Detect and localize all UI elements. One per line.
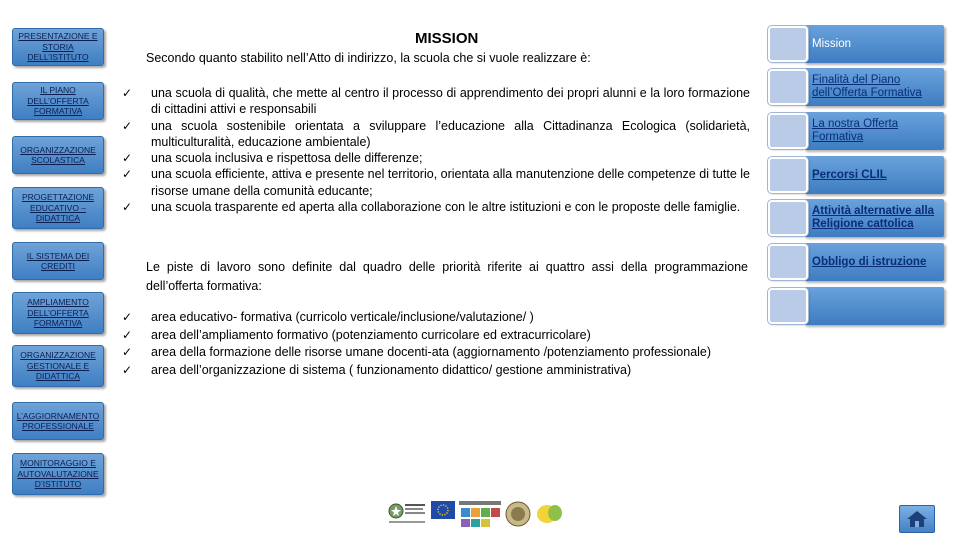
checkmark-icon: ✓ xyxy=(122,310,133,324)
right-nav-clil[interactable] xyxy=(768,156,948,198)
right-nav-tile[interactable] xyxy=(804,243,944,281)
checkmark-icon: ✓ xyxy=(122,327,133,342)
goal-text: una scuola efficiente, attiva e presente nel territorio, orientata alla manutenzione delle competenze di tutte le risorse umane della comunità educante; xyxy=(151,167,750,198)
right-nav-label: Obbligo di istruzione xyxy=(812,255,927,268)
list-item xyxy=(122,166,750,199)
list-item xyxy=(122,150,750,166)
right-nav-finalita[interactable] xyxy=(768,68,948,110)
right-nav-tile[interactable] xyxy=(804,68,944,106)
nav-label: ORGANIZZAZIONE GESTIONALE E DIDATTICA xyxy=(20,350,96,382)
nav-label: PRESENTAZIONE E STORIA DELL’ISTITUTO xyxy=(18,31,98,63)
list-item xyxy=(122,309,750,327)
checkmark-icon: ✓ xyxy=(122,118,133,133)
nav-aggiornamento-professionale[interactable] xyxy=(12,402,104,440)
right-nav-square xyxy=(768,26,808,62)
areas-list xyxy=(122,309,750,379)
home-button[interactable] xyxy=(899,505,935,533)
list-item xyxy=(122,118,750,151)
right-nav-tile[interactable] xyxy=(804,25,944,63)
list-item xyxy=(122,199,750,215)
nav-label: MONITORAGGIO E AUTOVALUTAZIONE D’ISTITUTO xyxy=(17,458,99,490)
italian-republic-emblem-icon xyxy=(387,500,427,528)
goals-list xyxy=(122,85,750,215)
right-nav-square xyxy=(768,244,808,280)
nav-organizzazione-scolastica[interactable] xyxy=(12,136,104,174)
nav-piano-offerta-formativa[interactable] xyxy=(12,82,104,120)
checkmark-icon: ✓ xyxy=(122,167,133,182)
right-nav-square xyxy=(768,157,808,193)
right-nav-label: Percorsi CLIL xyxy=(812,168,887,181)
list-item xyxy=(122,362,750,380)
home-icon xyxy=(905,509,929,529)
goal-text: una scuola trasparente ed aperta alla collaborazione con le altre istituzioni e con le proposte delle famiglie. xyxy=(151,200,741,215)
right-nav-mission[interactable] xyxy=(768,25,948,67)
nav-progettazione-educativo-didattica[interactable] xyxy=(12,187,104,229)
right-nav-tile[interactable] xyxy=(804,156,944,194)
right-nav-offerta-formativa[interactable] xyxy=(768,112,948,154)
nav-presentazione-storia[interactable] xyxy=(12,28,104,66)
right-nav-obbligo-istruzione[interactable] xyxy=(768,243,948,285)
area-text: area dell’ampliamento formativo (potenziamento curricolare ed extracurricolare) xyxy=(151,327,591,342)
nav-label: PROGETTAZIONE EDUCATIVO – DIDATTICA xyxy=(21,192,95,224)
area-text: area dell’organizzazione di sistema ( funzionamento didattico/ gestione amministrativa) xyxy=(151,362,632,377)
right-nav-square xyxy=(768,200,808,236)
work-areas-intro: Le piste di lavoro sono definite dal quadro delle priorità riferite ai quattro assi della programmazione dell’offerta formativa: xyxy=(146,260,748,293)
checkmark-icon: ✓ xyxy=(122,200,133,215)
nav-organizzazione-gestionale-didattica[interactable] xyxy=(12,345,104,387)
area-text: area educativo- formativa (curricolo verticale/inclusione/valutazione/ ) xyxy=(151,310,534,324)
right-nav-square xyxy=(768,113,808,149)
nav-label: ORGANIZZAZIONE SCOLASTICA xyxy=(20,144,96,165)
page-title: MISSION xyxy=(415,30,479,47)
checkmark-icon: ✓ xyxy=(122,86,133,100)
list-item xyxy=(122,85,750,118)
goal-text: una scuola di qualità, che mette al centro il processo di apprendimento dei propri alunni e la loro formazione di cittadini attivi e responsabili xyxy=(151,86,750,117)
nav-label: AMPLIAMENTO DELL’OFFERTA FORMATIVA xyxy=(27,297,89,329)
nav-ampliamento-offerta-formativa[interactable] xyxy=(12,292,104,334)
goal-text: una scuola sostenibile orientata a sviluppare l’educazione alla Cittadinanza Ecologica (solidarietà, multiculturalità, educazione ambientale) xyxy=(151,118,750,149)
school-logo-icon xyxy=(459,501,501,531)
right-nav-label: Attività alternative alla Religione cattolica xyxy=(812,205,935,230)
area-text: area della formazione delle risorse umane docenti-ata (aggiornamento /potenziamento professionale) xyxy=(151,345,712,359)
nav-sistema-crediti[interactable] xyxy=(12,242,104,280)
fruit-logo-icon xyxy=(535,502,565,526)
crest-logo-icon xyxy=(505,501,531,527)
right-nav-empty[interactable] xyxy=(768,287,948,329)
right-nav-label: La nostra Offerta Formativa xyxy=(812,118,899,143)
nav-monitoraggio-autovalutazione[interactable] xyxy=(12,453,104,495)
right-nav-tile[interactable] xyxy=(804,112,944,150)
european-union-flag-icon xyxy=(431,501,455,519)
right-nav-square xyxy=(768,69,808,105)
right-nav-label: Finalità del Piano dell’Offerta Formativa xyxy=(812,74,922,99)
right-nav-label: Mission xyxy=(812,37,851,50)
right-nav-square xyxy=(768,288,808,324)
footer-logos xyxy=(387,498,569,534)
right-nav-attivita-alternative[interactable] xyxy=(768,199,948,241)
list-item xyxy=(122,327,750,345)
nav-label: IL SISTEMA DEI CREDITI xyxy=(26,250,90,271)
nav-label: L’AGGIORNAMENTO PROFESSIONALE xyxy=(16,410,100,431)
right-nav-tile[interactable] xyxy=(804,199,944,237)
checkmark-icon: ✓ xyxy=(122,151,133,166)
nav-label: IL PIANO DELL’OFFERTA FORMATIVA xyxy=(27,85,89,117)
checkmark-icon: ✓ xyxy=(122,362,133,377)
checkmark-icon: ✓ xyxy=(122,345,133,359)
list-item xyxy=(122,344,750,362)
goal-text: una scuola inclusiva e rispettosa delle differenze; xyxy=(151,151,423,166)
right-nav-tile[interactable] xyxy=(804,287,944,325)
page-subtitle: Secondo quanto stabilito nell’Atto di indirizzo, la scuola che si vuole realizzare è: xyxy=(146,51,591,65)
